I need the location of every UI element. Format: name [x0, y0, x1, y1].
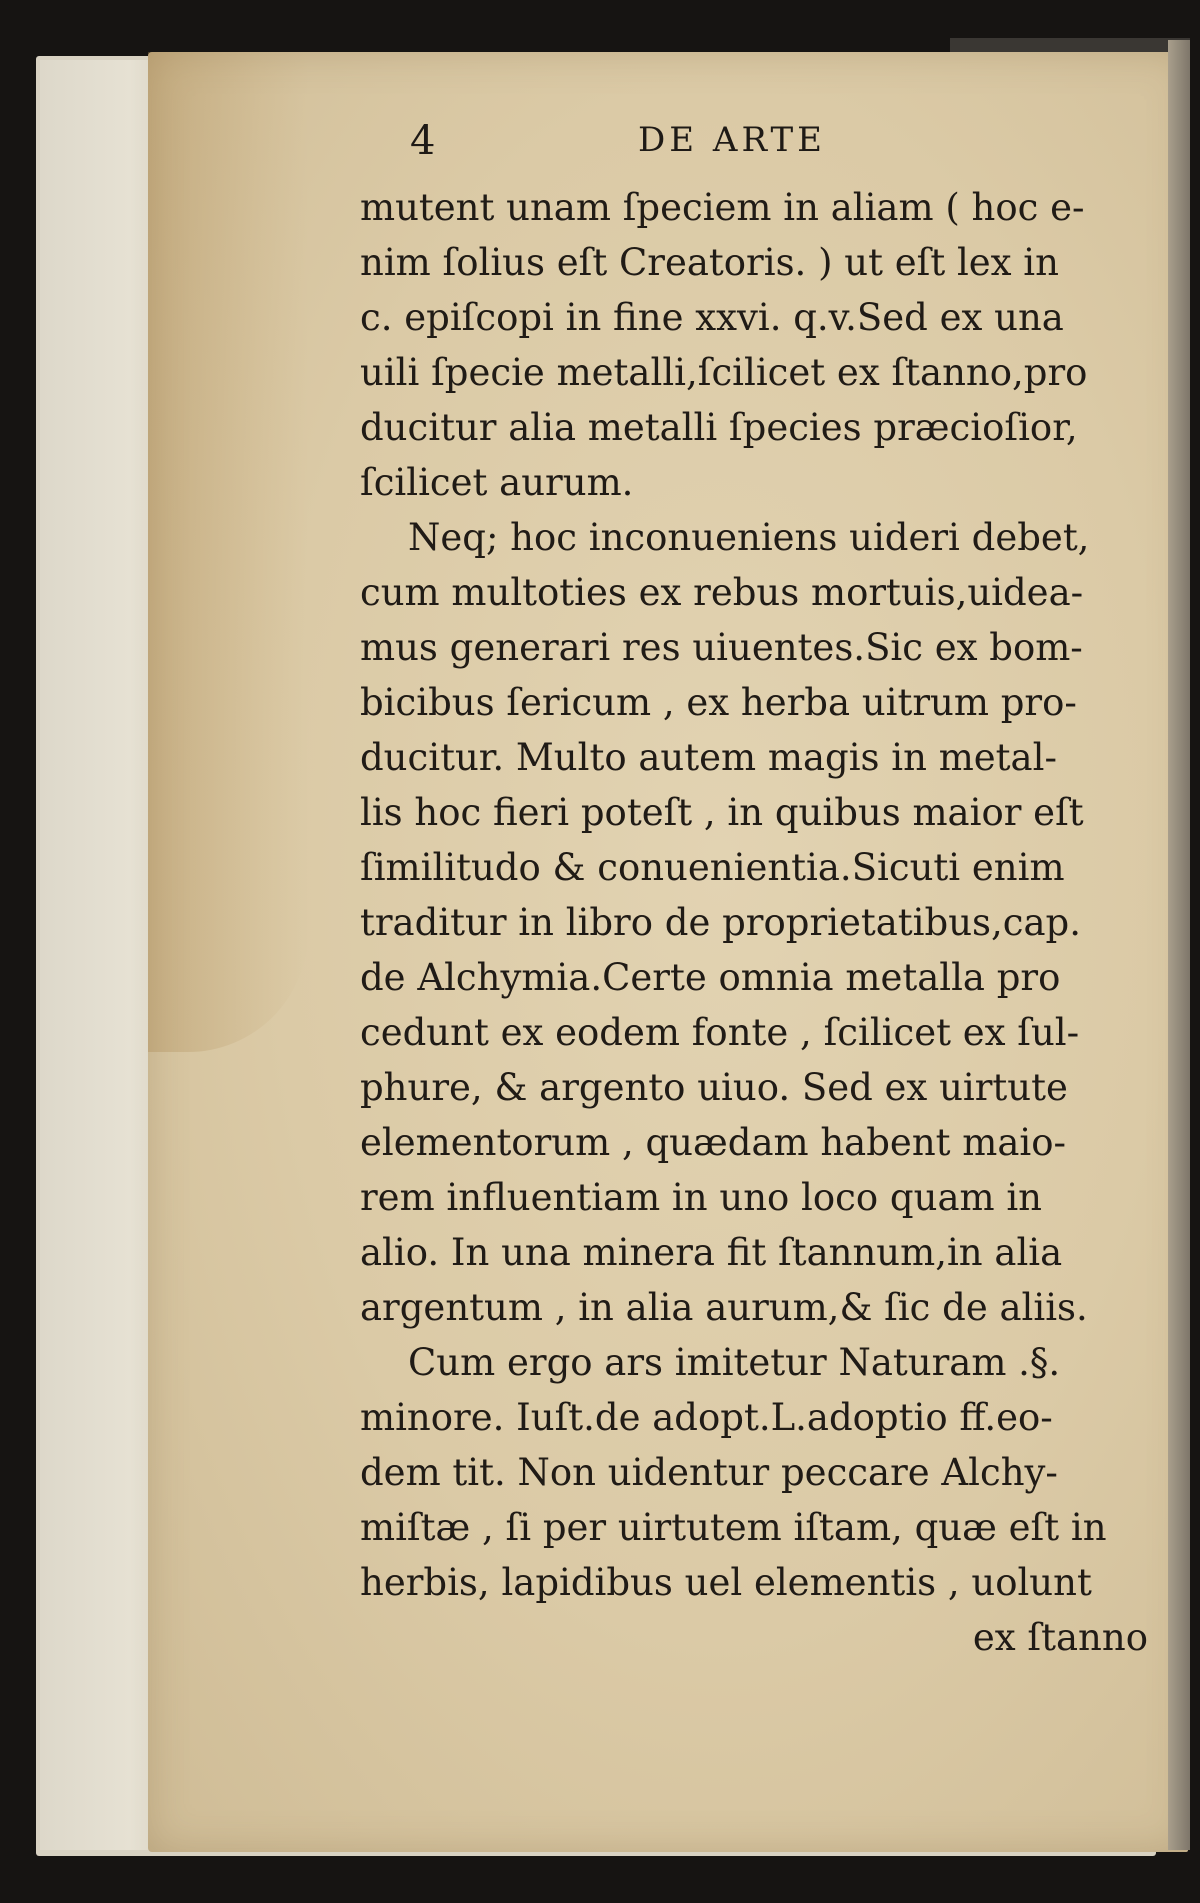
- text-line: nim ſolius eſt Creatoris. ) ut eſt lex in: [360, 241, 1059, 284]
- text-line: dem tit. Non uidentur peccare Alchy-: [360, 1451, 1058, 1494]
- text-line: cum multoties ex rebus mortuis,uidea-: [360, 571, 1084, 614]
- page-header: [410, 118, 970, 168]
- text-line: ducitur. Multo autem magis in metal-: [360, 736, 1057, 779]
- text-line: ducitur alia metalli ſpecies præcioſior,: [360, 406, 1078, 449]
- text-line: bicibus ſericum , ex herba uitrum pro-: [360, 681, 1077, 724]
- body-text: [360, 180, 1160, 1665]
- text-line: argentum , in alia aurum,& ſic de aliis.: [360, 1286, 1088, 1329]
- catchword: ex ſtanno: [972, 1616, 1148, 1659]
- page-fore-edge: [1168, 40, 1190, 1850]
- page-number: 4: [410, 118, 436, 164]
- text-line: ſimilitudo & conuenientia.Sicuti enim: [360, 846, 1065, 889]
- running-head: DE ARTE: [638, 120, 826, 160]
- text-line: traditur in libro de proprietatibus,cap.: [360, 901, 1081, 944]
- text-line: mus generari res uiuentes.Sic ex bom-: [360, 626, 1083, 669]
- text-line: Neq; hoc inconueniens uideri debet,: [408, 516, 1090, 559]
- text-line: uili ſpecie metalli,ſcilicet ex ſtanno,pro: [360, 351, 1088, 394]
- text-line: alio. In una minera fit ſtannum,in alia: [360, 1231, 1063, 1274]
- text-line: c. epiſcopi in fine xxvi. q.v.Sed ex una: [360, 296, 1064, 339]
- text-line: elementorum , quædam habent maio-: [360, 1121, 1067, 1164]
- text-line: minore. Iuſt.de adopt.L.adoptio ff.eo-: [360, 1396, 1053, 1439]
- text-line: miſtæ , ſi per uirtutem iſtam, quæ eſt in: [360, 1506, 1107, 1549]
- text-line: cedunt ex eodem fonte , ſcilicet ex ſul-: [360, 1011, 1080, 1054]
- text-line: rem influentiam in uno loco quam in: [360, 1176, 1043, 1219]
- text-line: ſcilicet aurum.: [360, 461, 634, 504]
- text-line: mutent unam ſpeciem in aliam ( hoc e-: [360, 186, 1085, 229]
- text-line: lis hoc fieri poteſt , in quibus maior eſt: [360, 791, 1084, 834]
- text-line: de Alchymia.Certe omnia metalla pro: [360, 956, 1061, 999]
- text-line: Cum ergo ars imitetur Naturam .§.: [408, 1341, 1061, 1384]
- text-line: phure, & argento uiuo. Sed ex uirtute: [360, 1066, 1068, 1109]
- text-line: herbis, lapidibus uel elementis , uolunt: [360, 1561, 1092, 1604]
- water-stain: [148, 52, 308, 1052]
